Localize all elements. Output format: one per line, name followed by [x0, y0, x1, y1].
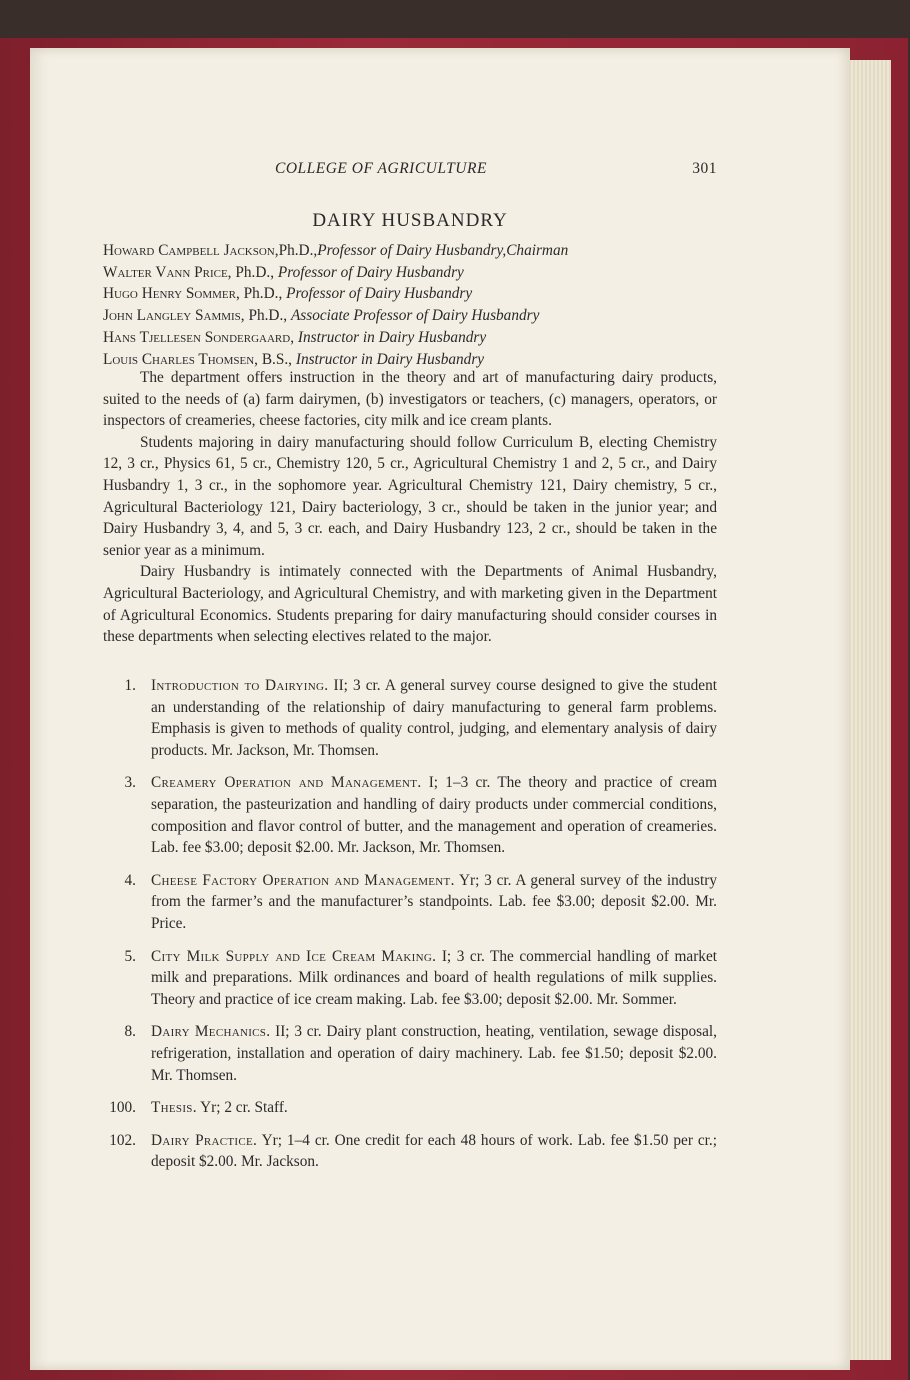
course-title: Thesis.: [151, 1099, 197, 1117]
faculty-name: Hans Tjellesen Sondergaard,: [103, 328, 295, 346]
faculty-name: Walter Vann Price,: [103, 263, 232, 281]
faculty-entry: [103, 262, 717, 284]
faculty-title: Professor of Dairy Husbandry: [286, 285, 473, 303]
faculty-name: Hugo Henry Sommer,: [103, 285, 240, 303]
faculty-title: Professor of Dairy Husbandry: [277, 263, 464, 281]
course-entry: [103, 772, 717, 858]
course-description: I; 3 cr. The commercial handling of market milk and preparations. Milk ordinances and board of health regulations of milk supplies. Theory and practice of ice cream making. Lab. fee $3.00; deposit $2.00. Mr. Sommer.: [151, 947, 717, 1008]
faculty-name: Louis Charles Thomsen,: [103, 350, 258, 368]
faculty-title: Instructor in Dairy Husbandry: [295, 350, 485, 368]
course-description: Yr; 2 cr. Staff.: [196, 1099, 288, 1117]
faculty-title: Instructor in Dairy Husbandry: [297, 328, 487, 346]
faculty-title: Associate Professor of Dairy Husbandry: [290, 307, 540, 325]
course-number: 3.: [124, 774, 136, 792]
faculty-entry: [103, 283, 717, 305]
faculty-entry: [103, 240, 717, 262]
course-entry: [103, 946, 717, 1011]
faculty-name: John Langley Sammis,: [103, 307, 245, 325]
course-number: 1.: [124, 677, 136, 694]
course-entry: [103, 675, 717, 761]
faculty-degree: B.S.,: [261, 350, 293, 368]
course-number: 8.: [124, 1023, 136, 1041]
intro-paragraph: Dairy Husbandry is intimately connected with the Departments of Animal Husbandry, Agricultural Bacteriology, and Agricultural Chemistry, and with marketing given in the Department of Agricultural Economics. Students preparing for dairy manufacturing should consider courses in these departments when selecting electives related to the major.: [103, 563, 717, 646]
course-entry: [103, 1097, 717, 1119]
faculty-entry: [103, 305, 717, 327]
faculty-degree: Ph.D.,: [278, 242, 318, 259]
intro-paragraph: Students majoring in dairy manufacturing should follow Curriculum B, electing Chemistry 12, 3 cr., Physics 61, 5 cr., Chemistry 120, 5 cr., Agricultural Chemistry 1 and 2, 5 cr., and Dairy Husbandry 1, 3 cr., in the sophomore year. Agricultural Chemistry 121, Dairy chemistry, 5 cr., Agricultural Bacteriology 121, Dairy bacteriology, 3 cr., should be taken in the junior year; and Dairy Husbandry 3, 4, and 5, 3 cr. each, and Dairy Husbandry 123, 2 cr., should be taken in the senior year as a minimum.: [103, 433, 717, 559]
faculty-degree: Ph.D.,: [235, 263, 275, 281]
department-description: [103, 367, 717, 648]
course-description: II; 3 cr. Dairy plant construction, heating, ventilation, sewage disposal, refrigeration, installation and operation of dairy machinery. Lab. fee $1.50; deposit $2.00. Mr. Thomsen.: [151, 1023, 717, 1084]
course-title: Dairy Practice.: [151, 1131, 258, 1149]
faculty-degree: Ph.D.,: [248, 307, 288, 325]
course-number: 100.: [109, 1099, 136, 1117]
page-number: 301: [692, 160, 717, 177]
course-entry: [103, 1021, 717, 1086]
course-title: Cheese Factory Operation and Management.: [151, 871, 455, 889]
faculty-list: [103, 240, 717, 370]
course-entry: [103, 1130, 717, 1173]
course-description: II; 3 cr. A general survey course designed to give the student an understanding of the relationship of dairy manufacturing to general farm problems. Emphasis is given to methods of quality control, judging, and elementary analysis of dairy products. Mr. Jackson, Mr. Thomsen.: [151, 677, 717, 759]
course-title: City Milk Supply and Ice Cream Making.: [151, 947, 437, 965]
course-entry: [103, 870, 717, 935]
course-title: Creamery Operation and Management.: [151, 774, 422, 792]
intro-paragraph: The department offers instruction in the theory and art of manufacturing dairy products, suited to the needs of (a) farm dairymen, (b) investigators or teachers, (c) managers, operators, or inspectors of creameries, cheese factories, city milk and ice cream plants.: [103, 369, 717, 430]
course-description: I; 1–3 cr. The theory and practice of cream separation, the pasteurization and handling of dairy products under commercial conditions, composition and flavor control of butter, and the management and operation of creameries. Lab. fee $3.00; deposit $2.00. Mr. Jackson, Mr. Thomsen.: [151, 774, 717, 857]
faculty-entry: [103, 327, 717, 349]
section-title: DAIRY HUSBANDRY: [312, 210, 508, 231]
course-title: Dairy Mechanics.: [151, 1023, 271, 1041]
faculty-name: Howard Campbell Jackson,: [103, 242, 279, 259]
faculty-title: Professor of Dairy Husbandry,Chairman: [317, 242, 569, 259]
running-title: COLLEGE OF AGRICULTURE: [275, 160, 487, 177]
course-number: 4.: [124, 871, 136, 889]
course-description: Yr; 1–4 cr. One credit for each 48 hours of work. Lab. fee $1.50 per cr.; deposit $2.00. Mr. Jackson.: [151, 1131, 717, 1171]
course-number: 5.: [124, 947, 136, 965]
course-description: Yr; 3 cr. A general survey of the industry from the farmer’s and the manufacturer’s standpoints. Lab. fee $3.00; deposit $2.00. Mr. Price.: [151, 871, 717, 932]
course-list: [103, 675, 717, 1184]
running-header: [103, 160, 717, 182]
faculty-degree: Ph.D.,: [243, 285, 283, 303]
course-title: Introduction to Dairying.: [151, 677, 329, 694]
course-number: 102.: [109, 1131, 136, 1149]
